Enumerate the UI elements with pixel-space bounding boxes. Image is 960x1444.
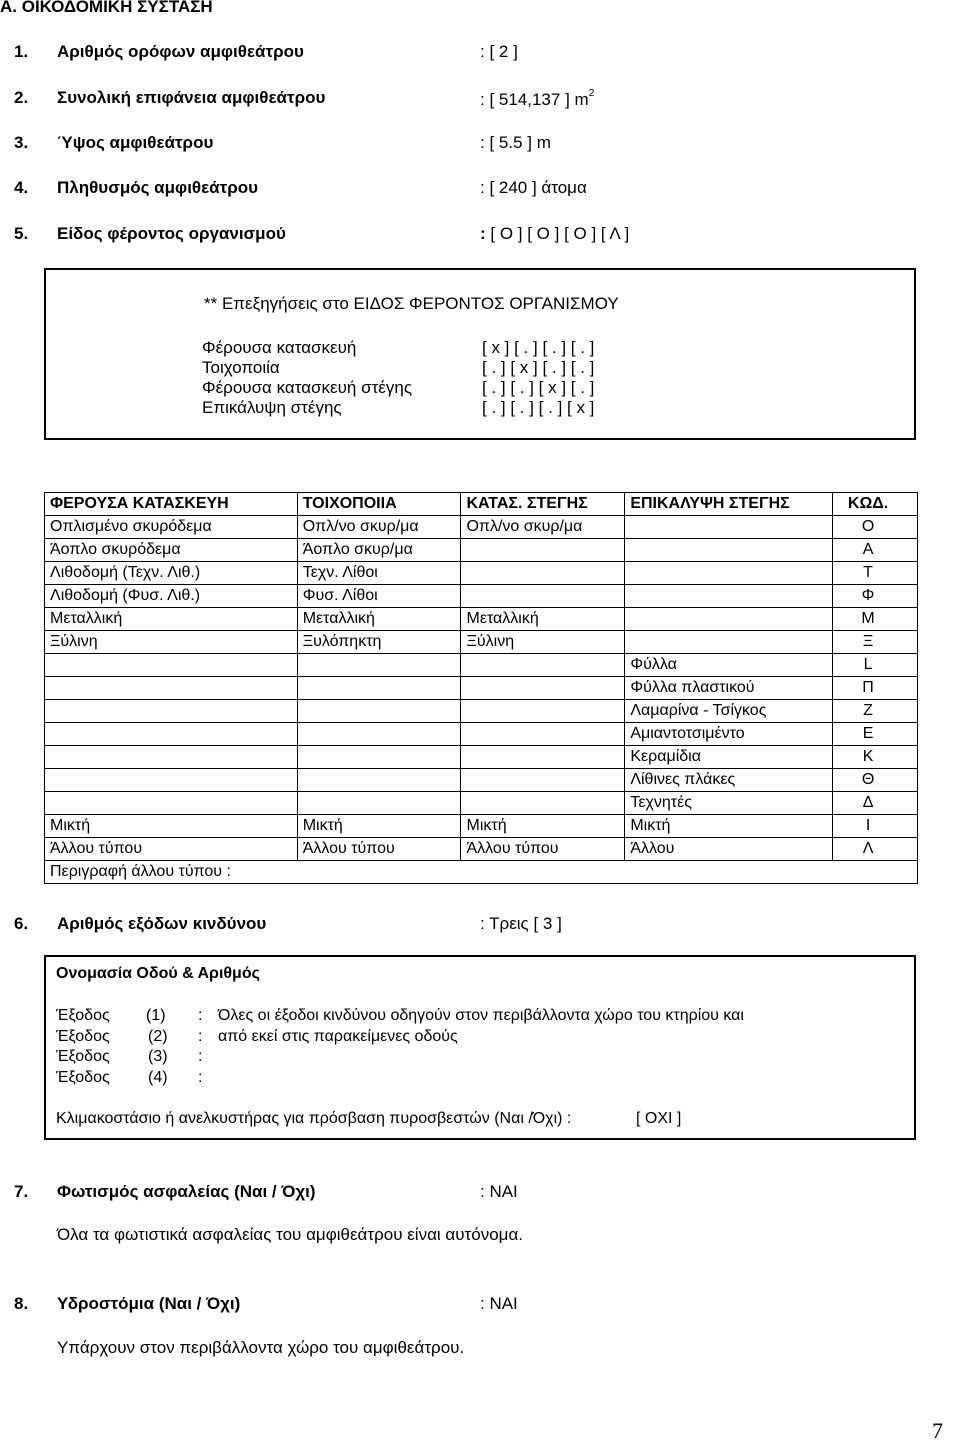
table-cell: Δ xyxy=(833,792,918,815)
table-cell: Άλλου τύπου xyxy=(297,838,461,861)
table-row xyxy=(45,815,918,838)
table-cell xyxy=(297,746,461,769)
table-cell: Τ xyxy=(833,562,918,585)
item-label: Φωτισμός ασφαλείας (Ναι / Όχι) xyxy=(57,1182,316,1201)
table-row xyxy=(45,792,918,815)
exit-number: (2) xyxy=(148,1028,168,1045)
table-cell: Αμιαντοτσιμέντο xyxy=(625,723,833,746)
table-cell: Άλλου xyxy=(625,838,833,861)
table-cell xyxy=(625,585,833,608)
explanation-label: Φέρουσα κατασκευή xyxy=(202,338,357,357)
item-value: : [ 2 ] xyxy=(480,42,518,61)
table-cell xyxy=(45,654,298,677)
exit-colon: : xyxy=(198,1048,203,1065)
exit-description: από εκεί στις παρακείμενες οδούς xyxy=(218,1028,458,1045)
table-cell xyxy=(461,539,625,562)
exit-label: Έξοδος xyxy=(56,1069,110,1086)
table-cell: Άοπλο σκυρόδεμα xyxy=(45,539,298,562)
table-cell: Μεταλλική xyxy=(297,608,461,631)
exit-colon: : xyxy=(198,1007,203,1024)
exits-box xyxy=(44,955,916,1140)
exit-number: (4) xyxy=(148,1069,168,1086)
table-cell xyxy=(461,746,625,769)
table-cell: Άλλου τύπου xyxy=(45,838,298,861)
table-cell: Οπλ/νο σκυρ/μα xyxy=(461,516,625,539)
table-cell xyxy=(625,562,833,585)
table-row xyxy=(45,562,918,585)
table-cell: Άοπλο σκυρ/μα xyxy=(297,539,461,562)
table-cell xyxy=(297,654,461,677)
table-cell: Λιθοδομή (Φυσ. Λιθ.) xyxy=(45,585,298,608)
item-label: Ύψος αμφιθεάτρου xyxy=(57,133,214,152)
item-value: : [ 514,137 ] $m^2$ xyxy=(480,88,595,109)
item-value: : [ Ο ] [ Ο ] [ Ο ] [ Λ ] xyxy=(480,224,630,243)
table-cell: Άλλου τύπου xyxy=(461,838,625,861)
table-cell xyxy=(461,723,625,746)
item-note: Όλα τα φωτιστικά ασφαλείας του αμφιθεάτρου είναι αυτόνομα. xyxy=(57,1225,524,1244)
item-label: Συνολική επιφάνεια αμφιθεάτρου xyxy=(57,88,326,107)
item-number: 1. xyxy=(14,42,29,61)
table-row xyxy=(45,723,918,746)
table-header: ΕΠΙΚΑΛΥΨΗ ΣΤΕΓΗΣ xyxy=(625,493,833,516)
table-cell: Λ xyxy=(833,838,918,861)
table-row xyxy=(45,769,918,792)
table-cell: Λαμαρίνα - Τσίγκος xyxy=(625,700,833,723)
table-row xyxy=(45,677,918,700)
exit-label: Έξοδος xyxy=(56,1048,110,1065)
table-cell: Θ xyxy=(833,769,918,792)
table-cell: Ο xyxy=(833,516,918,539)
table-row xyxy=(45,631,918,654)
table-cell: Μικτή xyxy=(625,815,833,838)
table-row xyxy=(45,700,918,723)
item-value: : Τρεις [ 3 ] xyxy=(480,914,562,933)
table-cell xyxy=(297,792,461,815)
table-cell: Μεταλλική xyxy=(45,608,298,631)
exit-colon: : xyxy=(198,1028,203,1045)
explanation-value: [ x ] [ . ] [ . ] [ . ] xyxy=(482,338,595,357)
table-header: ΚΑΤΑΣ. ΣΤΕΓΗΣ xyxy=(461,493,625,516)
exit-label: Έξοδος xyxy=(56,1028,110,1045)
exit-number: (1) xyxy=(146,1007,166,1024)
table-cell: Κ xyxy=(833,746,918,769)
table-row xyxy=(45,608,918,631)
explanation-label: Φέρουσα κατασκευή στέγης xyxy=(202,378,413,397)
item-value: : [ 5.5 ] m xyxy=(480,133,551,152)
table-cell xyxy=(45,700,298,723)
table-cell: Ξύλινη xyxy=(461,631,625,654)
table-cell xyxy=(461,585,625,608)
table-cell xyxy=(625,631,833,654)
item-number: 3. xyxy=(14,133,29,152)
table-cell: Οπλισμένο σκυρόδεμα xyxy=(45,516,298,539)
table-cell xyxy=(45,723,298,746)
table-cell xyxy=(45,677,298,700)
table-cell xyxy=(625,608,833,631)
table-cell: Λίθινες πλάκες xyxy=(625,769,833,792)
exit-label: Έξοδος xyxy=(56,1007,110,1024)
item-number: 5. xyxy=(14,224,29,243)
table-row xyxy=(45,539,918,562)
item-number: 4. xyxy=(14,178,29,197)
table-cell: Α xyxy=(833,539,918,562)
table-cell: Κεραμίδια xyxy=(625,746,833,769)
table-cell xyxy=(297,677,461,700)
table-row xyxy=(45,585,918,608)
table-cell xyxy=(461,654,625,677)
table-cell: Μικτή xyxy=(461,815,625,838)
table-row xyxy=(45,516,918,539)
table-cell: Φύλλα xyxy=(625,654,833,677)
explanations-title: ** Επεξηγήσεις στο ΕΙΔΟΣ ΦΕΡΟΝΤΟΣ ΟΡΓΑΝΙΣΜΟΥ xyxy=(204,294,619,313)
table-cell xyxy=(45,769,298,792)
item-label: Είδος φέροντος οργανισμού xyxy=(57,224,286,243)
table-cell: Φυσ. Λίθοι xyxy=(297,585,461,608)
table-cell: Φύλλα πλαστικού xyxy=(625,677,833,700)
table-cell: Λιθοδομή (Τεχν. Λιθ.) xyxy=(45,562,298,585)
table-cell: Π xyxy=(833,677,918,700)
exit-description: Όλες οι έξοδοι κινδύνου οδηγούν στον περιβάλλοντα χώρο του κτηρίου και xyxy=(218,1007,744,1024)
table-cell: Μ xyxy=(833,608,918,631)
item-value: : ΝΑΙ xyxy=(480,1182,518,1201)
table-row xyxy=(45,838,918,861)
table-cell xyxy=(461,700,625,723)
table-header-row xyxy=(45,493,918,516)
item-label: Υδροστόμια (Ναι / Όχι) xyxy=(57,1294,241,1313)
table-cell: Ξυλόπηκτη xyxy=(297,631,461,654)
table-cell: Φ xyxy=(833,585,918,608)
explanations-box xyxy=(44,268,916,440)
exits-title: Ονομασία Οδού & Αριθμός xyxy=(56,965,260,982)
table-cell: Ξύλινη xyxy=(45,631,298,654)
table-cell: Τεχν. Λίθοι xyxy=(297,562,461,585)
stairs-question: Κλιμακοστάσιο ή ανελκυστήρας για πρόσβαση πυροσβεστών (Ναι /Όχι) : xyxy=(56,1110,572,1127)
table-header: ΚΩΔ. xyxy=(833,493,918,516)
item-number: 7. xyxy=(14,1182,29,1201)
page-number: 7 xyxy=(932,1418,943,1443)
table-cell: Οπλ/νο σκυρ/μα xyxy=(297,516,461,539)
table-cell: Ζ xyxy=(833,700,918,723)
table-cell xyxy=(461,792,625,815)
section-title: A. ΟΙΚΟΔΟΜΙΚΗ ΣΥΣΤΑΣΗ xyxy=(0,0,213,16)
table-cell: Ε xyxy=(833,723,918,746)
explanation-value: [ . ] [ . ] [ x ] [ . ] xyxy=(482,378,595,397)
table-cell xyxy=(297,700,461,723)
table-cell xyxy=(625,539,833,562)
explanation-value: [ . ] [ x ] [ . ] [ . ] xyxy=(482,358,595,377)
table-row xyxy=(45,746,918,769)
table-cell xyxy=(45,746,298,769)
item-value: : ΝΑΙ xyxy=(480,1294,518,1313)
description-label: Περιγραφή άλλου τύπου : xyxy=(45,861,918,884)
item-number: 6. xyxy=(14,914,29,933)
table-cell xyxy=(45,792,298,815)
table-cell: Ι xyxy=(833,815,918,838)
table-cell xyxy=(461,769,625,792)
table-header: ΤΟΙΧΟΠΟΙΙΑ xyxy=(297,493,461,516)
exit-colon: : xyxy=(198,1069,203,1086)
table-row xyxy=(45,654,918,677)
exit-number: (3) xyxy=(148,1048,168,1065)
item-note: Υπάρχουν στον περιβάλλοντα χώρο του αμφιθεάτρου. xyxy=(57,1338,465,1357)
table-cell xyxy=(461,562,625,585)
explanation-value: [ . ] [ . ] [ . ] [ x ] xyxy=(482,398,595,417)
table-cell: Τεχνητές xyxy=(625,792,833,815)
superscript: 2 xyxy=(588,88,595,99)
table-header: ΦΕΡΟΥΣΑ ΚΑΤΑΣΚΕΥΗ xyxy=(45,493,298,516)
item-label: Πληθυσμός αμφιθεάτρου xyxy=(57,178,259,197)
table-row-description xyxy=(45,861,918,884)
table-cell xyxy=(297,723,461,746)
table-cell xyxy=(461,677,625,700)
table-cell: Ξ xyxy=(833,631,918,654)
item-number: 2. xyxy=(14,88,29,107)
explanation-label: Τοιχοποιία xyxy=(202,358,280,377)
table-cell: Μικτή xyxy=(45,815,298,838)
item-label: Αριθμός ορόφων αμφιθεάτρου xyxy=(57,42,304,61)
table-cell: Μικτή xyxy=(297,815,461,838)
explanation-label: Επικάλυψη στέγης xyxy=(202,398,342,417)
table-cell: Μεταλλική xyxy=(461,608,625,631)
item-label: Αριθμός εξόδων κινδύνου xyxy=(57,914,267,933)
construction-types-table xyxy=(44,492,918,884)
item-number: 8. xyxy=(14,1294,29,1313)
item-value: : [ 240 ] άτομα xyxy=(480,178,587,197)
table-cell xyxy=(625,516,833,539)
stairs-answer: [ ΟΧΙ ] xyxy=(636,1110,682,1127)
table-cell: L xyxy=(833,654,918,677)
table-cell xyxy=(297,769,461,792)
